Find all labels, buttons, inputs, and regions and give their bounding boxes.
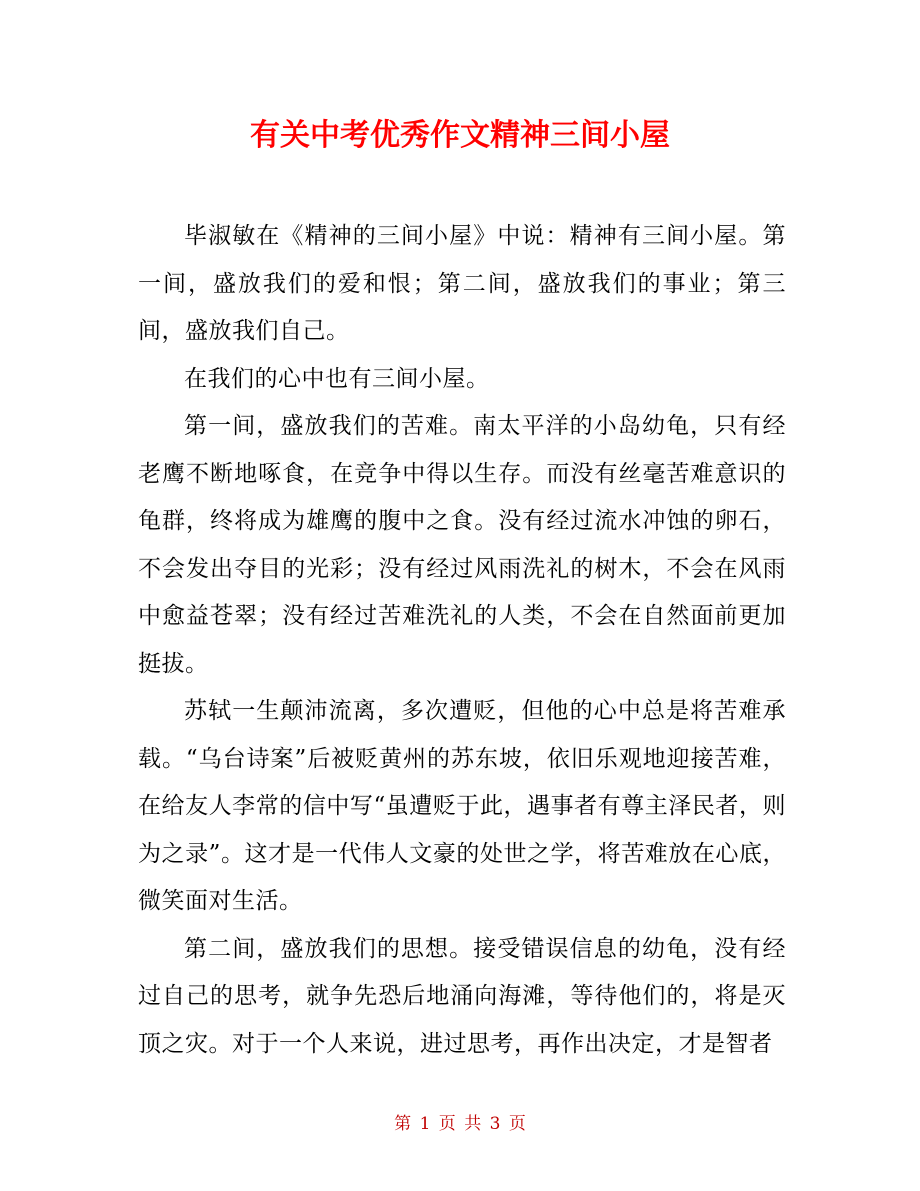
document-body [138,213,786,1068]
page-number-footer: 第 1 页 共 3 页 [394,1114,526,1134]
paragraph: 苏轼一生颠沛流离，多次遭贬，但他的心中总是将苦难承载。“乌台诗案”后被贬黄州的苏东坡，依旧乐观地迎接苦难，在给友人李常的信中写“虽遭贬于此，遇事者有尊主泽民者，则为之录”。这才是一代伟人文豪的处世之学，将苦难放在心底，微笑面对生活。 [138,698,786,914]
paragraph: 毕淑敏在《精神的三间小屋》中说：精神有三间小屋。第一间，盛放我们的爱和恨；第二间，盛放我们的事业；第三间，盛放我们自己。 [138,223,786,344]
paragraph: 第二间，盛放我们的思想。接受错误信息的幼龟，没有经过自己的思考，就争先恐后地涌向海滩，等待他们的，将是灭顶之灾。对于一个人来说，进过思考，再作出决定，才是智者 [138,935,786,1057]
page-title: 有关中考优秀作文精神三间小屋 [250,118,670,153]
paragraph: 在我们的心中也有三间小屋。 [184,365,490,392]
paragraph: 第一间，盛放我们的苦难。南太平洋的小岛幼龟，只有经老鹰不断地啄食，在竞争中得以生存。而没有丝毫苦难意识的龟群，终将成为雄鹰的腹中之食。没有经过流水冲蚀的卵石，不会发出夺目的光彩；没有经过风雨洗礼的树木，不会在风雨中愈益苍翠；没有经过苦难洗礼的人类，不会在自然面前更加挺拔。 [138,413,786,677]
